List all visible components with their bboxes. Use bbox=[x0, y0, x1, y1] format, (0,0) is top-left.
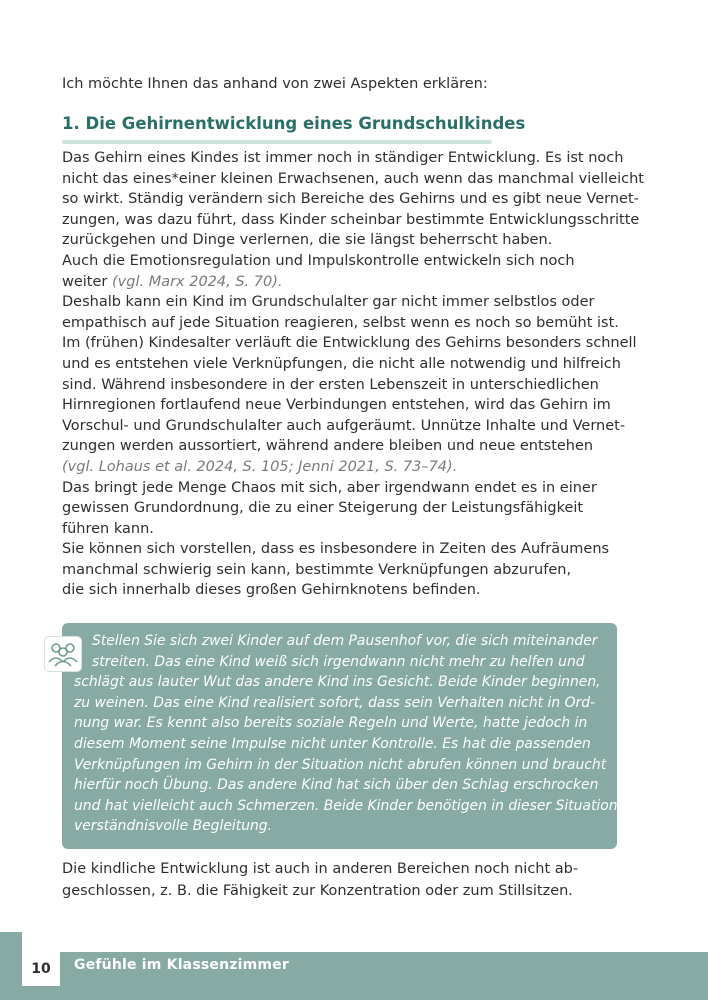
body-line: gewissen Grundordnung, die zu einer Steigerung der Leistungsfähigkeit bbox=[62, 500, 584, 517]
body-line: führen kann. bbox=[62, 520, 154, 537]
callout-line: Stellen Sie sich zwei Kinder auf dem Pausenhof vor, die sich miteinander bbox=[92, 633, 598, 649]
citation: (vgl. Lohaus et al. 2024, S. 105; Jenni 2021, S. 73–74). bbox=[62, 458, 458, 475]
callout-line: hierfür noch Übung. Das andere Kind hat sich über den Schlag erschrocken bbox=[74, 777, 599, 794]
body-line-with-citation bbox=[62, 272, 632, 293]
body-line: manchmal schwierig sein kann, bestimmte Verknüpfungen abzurufen, bbox=[62, 561, 572, 578]
callout-line: Verknüpfungen im Gehirn in der Situation nicht abrufen können und braucht bbox=[74, 756, 607, 773]
body-line: Das bringt jede Menge Chaos mit sich, aber irgendwann endet es in einer bbox=[62, 479, 597, 496]
body-line: empathisch auf jede Situation reagieren, selbst wenn es noch so bemüht ist. bbox=[62, 314, 619, 331]
body-line: Deshalb kann ein Kind im Grundschulalter gar nicht immer selbstlos oder bbox=[62, 294, 595, 311]
intro-sentence: Ich möchte Ihnen das anhand von zwei Aspekten erklären: bbox=[62, 76, 488, 92]
body-line: Sie können sich vorstellen, dass es insbesondere in Zeiten des Aufräumens bbox=[62, 541, 610, 558]
citation: (vgl. Marx 2024, S. 70). bbox=[112, 273, 283, 290]
body-line: Das Gehirn eines Kindes ist immer noch in ständiger Entwicklung. Es ist noch bbox=[62, 150, 624, 166]
body-line: Die kindliche Entwicklung ist auch in anderen Bereichen noch nicht ab- bbox=[62, 861, 579, 877]
body-line: sind. Während insbesondere in der ersten Lebenszeit in unterschiedlichen bbox=[62, 376, 599, 393]
group-people-icon-svg bbox=[45, 637, 81, 671]
body-line: Hirnregionen fortlaufend neue Verbindungen entstehen, wird das Gehirn im bbox=[62, 397, 611, 414]
body-line: weiter bbox=[62, 273, 108, 290]
callout-line: und hat vielleicht auch Schmerzen. Beide Kinder benötigen in dieser Situation bbox=[74, 797, 618, 814]
page-number: 10 bbox=[22, 952, 60, 986]
section-heading: 1. Die Gehirnentwicklung eines Grundschulkindes bbox=[62, 114, 526, 133]
body-line: und es entstehen viele Verknüpfungen, die nicht alle notwendig und hilfreich bbox=[62, 355, 621, 372]
callout-line: verständnisvolle Begleitung. bbox=[74, 818, 273, 835]
callout-line: zu weinen. Das eine Kind realisiert sofort, dass sein Verhalten nicht in Ord- bbox=[74, 694, 596, 711]
body-line: nicht das eines*einer kleinen Erwachsenen, auch wenn das manchmal vielleicht bbox=[62, 170, 644, 187]
body-line: zurückgehen und Dinge verlernen, die sie längst beherrscht haben. bbox=[62, 232, 553, 249]
heading-underline bbox=[62, 140, 492, 144]
closing-paragraph bbox=[62, 858, 632, 902]
body-line: die sich innerhalb dieses großen Gehirnknotens befinden. bbox=[62, 582, 481, 599]
body-line: Vorschul- und Grundschulalter auch aufgeräumt. Unnütze Inhalte und Vernet- bbox=[62, 417, 626, 434]
book-title: Gefühle im Klassenzimmer bbox=[74, 957, 289, 973]
group-people-icon bbox=[44, 636, 82, 672]
callout-line: nung war. Es kennt also bereits soziale Regeln und Werte, hatte jedoch in bbox=[74, 715, 588, 732]
body-line: Auch die Emotionsregulation und Impulskontrolle entwickeln sich noch bbox=[62, 252, 575, 269]
callout-line: streiten. Das eine Kind weiß sich irgendwann nicht mehr zu helfen und bbox=[92, 653, 585, 670]
body-line: zungen werden aussortiert, während andere bleiben und neue entstehen bbox=[62, 438, 594, 455]
body-line: so wirkt. Ständig verändern sich Bereiche des Gehirns und es gibt neue Vernet- bbox=[62, 191, 639, 208]
callout-line: diesem Moment seine Impulse nicht unter Kontrolle. Es hat die passenden bbox=[74, 735, 591, 752]
body-line: zungen, was dazu führt, dass Kinder scheinbar bestimmte Entwicklungsschritte bbox=[62, 211, 640, 228]
callout-line: schlägt aus lauter Wut das andere Kind ins Gesicht. Beide Kinder beginnen, bbox=[74, 674, 601, 691]
body-text bbox=[62, 148, 644, 601]
body-line: geschlossen, z. B. die Fähigkeit zur Konzentration oder zum Stillsitzen. bbox=[62, 883, 573, 899]
example-callout-box bbox=[62, 623, 617, 849]
body-line: Im (frühen) Kindesalter verläuft die Entwicklung des Gehirns besonders schnell bbox=[62, 335, 637, 352]
